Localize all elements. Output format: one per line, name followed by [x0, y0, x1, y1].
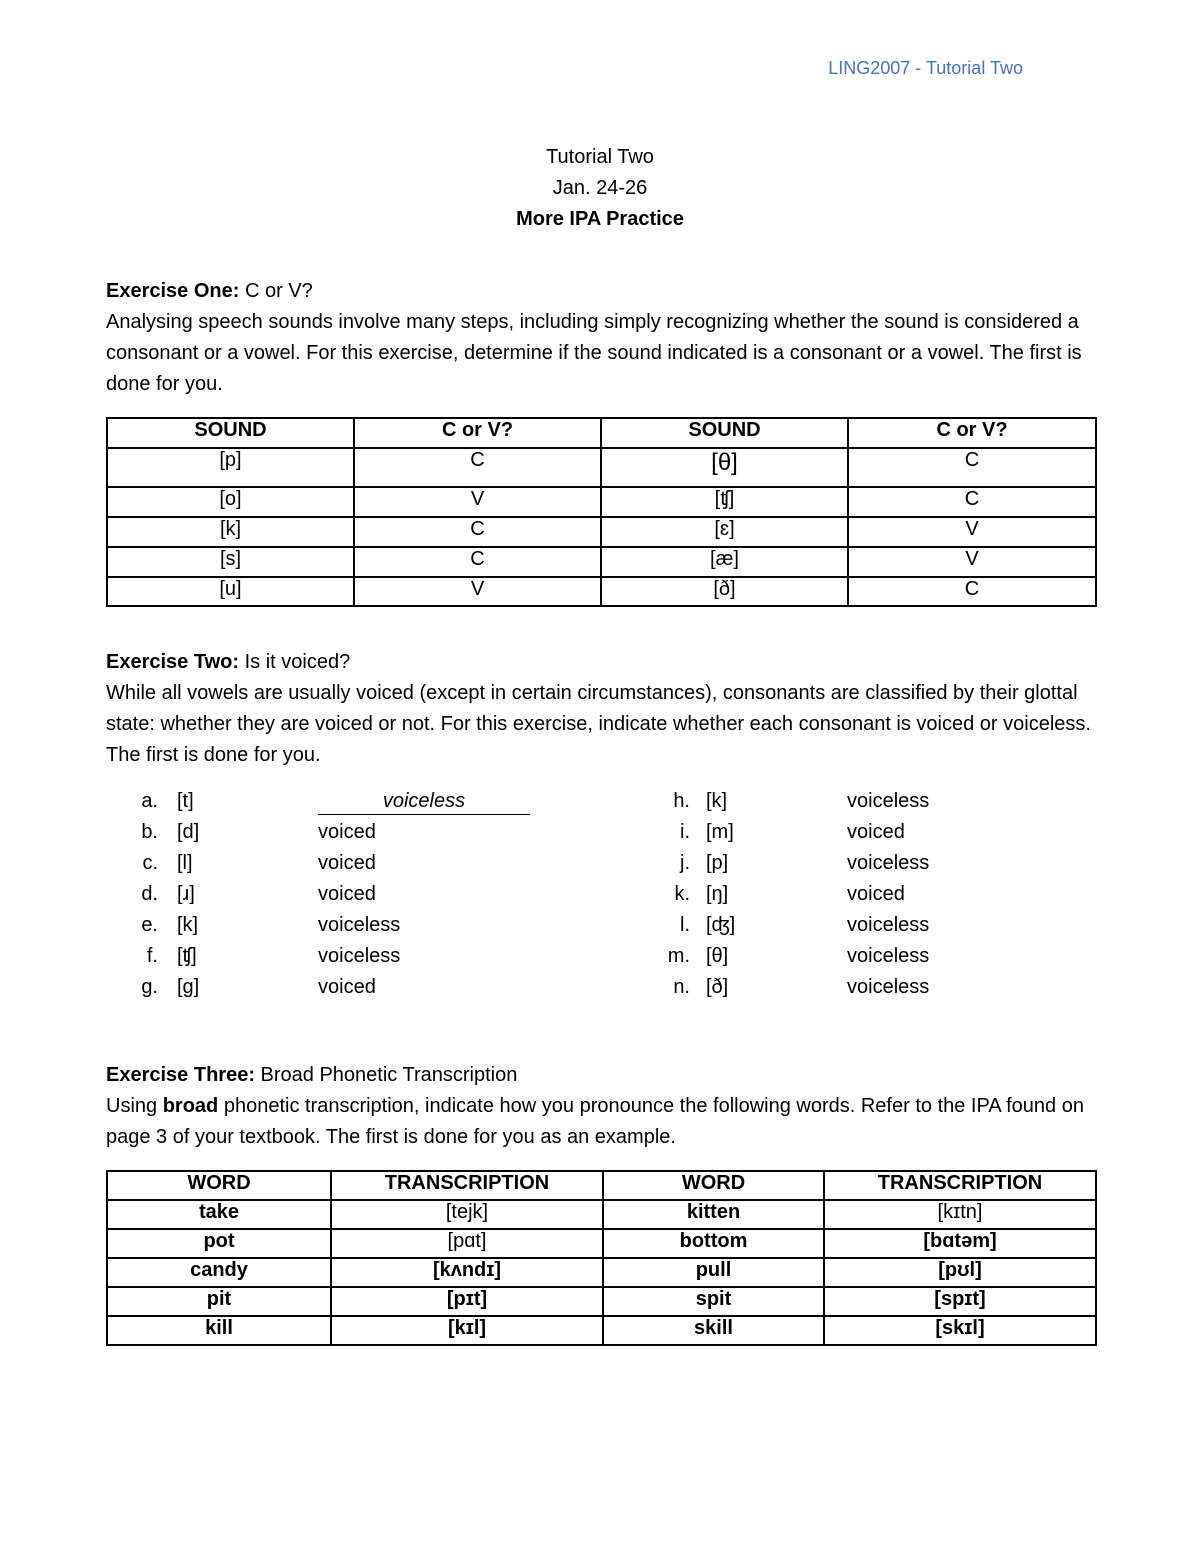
item-answer: voiceless — [318, 945, 401, 967]
word-cell: take — [107, 1200, 331, 1229]
table-row — [107, 1200, 1096, 1229]
exercise-three-label: Exercise Three: — [106, 1064, 255, 1086]
item-sound: [ɹ] — [177, 883, 195, 905]
sound-cell: [ʧ] — [601, 487, 848, 517]
word-cell: spit — [603, 1287, 824, 1316]
sound-classification-table — [106, 417, 1097, 607]
item-letter: g. — [141, 976, 158, 998]
column-header: SOUND — [601, 418, 848, 448]
item-sound: [k] — [706, 790, 728, 812]
table-row — [107, 577, 1096, 606]
item-answer: voiced — [847, 883, 905, 905]
column-header: SOUND — [107, 418, 354, 448]
exercise-three-heading — [106, 1060, 1096, 1091]
word-cell: candy — [107, 1258, 331, 1287]
item-letter: c. — [142, 852, 158, 874]
answer-cell: V — [354, 487, 601, 517]
word-cell: kitten — [603, 1200, 824, 1229]
table-row — [107, 1316, 1096, 1345]
item-answer: voiced — [847, 821, 905, 843]
answer-cell: C — [354, 517, 601, 547]
item-answer: voiceless — [847, 976, 930, 998]
item-letter: a. — [141, 790, 158, 812]
exercise-one-subtitle: C or V? — [239, 280, 313, 302]
exercise-two-section — [106, 647, 1096, 771]
item-letter: j. — [680, 852, 690, 874]
answer-cell: C — [848, 487, 1096, 517]
sound-cell: [o] — [107, 487, 354, 517]
item-letter: f. — [146, 945, 158, 967]
item-answer: voiced — [318, 883, 376, 905]
instructions-emphasis: broad — [162, 1095, 219, 1117]
item-sound: [ð] — [706, 976, 729, 998]
answer-cell: C — [848, 577, 1096, 606]
sound-cell: [p] — [107, 448, 354, 487]
item-letter: i. — [680, 821, 690, 843]
item-answer: voiced — [318, 821, 376, 843]
word-cell: pit — [107, 1287, 331, 1316]
answer-cell: C — [354, 448, 601, 487]
word-cell: pull — [603, 1258, 824, 1287]
item-answer: voiceless — [847, 945, 930, 967]
item-sound: [t] — [177, 790, 194, 812]
word-cell: kill — [107, 1316, 331, 1345]
exercise-three-section — [106, 1060, 1096, 1153]
answer-blank: voiceless — [318, 788, 530, 815]
title-block — [0, 142, 1200, 235]
column-header: TRANSCRIPTION — [331, 1171, 603, 1200]
tutorial-date: Jan. 24-26 — [552, 177, 648, 199]
answer-cell: V — [848, 517, 1096, 547]
tutorial-title: Tutorial Two — [546, 146, 654, 168]
table-header-row — [107, 1171, 1096, 1200]
word-cell: pot — [107, 1229, 331, 1258]
course-header: LING2007 - Tutorial Two — [828, 58, 1023, 78]
item-sound: [p] — [706, 852, 729, 874]
transcription-cell: [skɪl] — [824, 1316, 1096, 1345]
item-sound: [g] — [177, 976, 200, 998]
column-header: WORD — [603, 1171, 824, 1200]
table-row — [107, 1258, 1096, 1287]
table-row — [107, 487, 1096, 517]
transcription-cell: [spɪt] — [824, 1287, 1096, 1316]
transcription-cell: [pʊl] — [824, 1258, 1096, 1287]
sound-cell: [ð] — [601, 577, 848, 606]
exercise-one-instructions: Analysing speech sounds involve many steps, including simply recognizing whether the sound is considered a consonant or a vowel. For this exercise, determine if the sound indicated is a consonant or a vowel. The first is done for you. — [106, 311, 1082, 395]
exercise-two-label: Exercise Two: — [106, 651, 240, 673]
column-header: WORD — [107, 1171, 331, 1200]
answer-cell: C — [354, 547, 601, 577]
sound-cell: [u] — [107, 577, 354, 606]
table-row — [107, 547, 1096, 577]
exercise-one-label: Exercise One: — [106, 280, 240, 302]
exercise-three-subtitle: Broad Phonetic Transcription — [254, 1064, 518, 1086]
answer-cell: V — [848, 547, 1096, 577]
sound-cell: [ɛ] — [601, 517, 848, 547]
column-header: C or V? — [848, 418, 1096, 448]
item-sound: [ʧ] — [177, 945, 197, 967]
item-sound: [l] — [177, 852, 193, 874]
exercise-two-instructions: While all vowels are usually voiced (except in certain circumstances), consonants are classified by their glottal state: whether they are voiced or not. For this exercise, indicate whether each consonant is voiced or voiceless. The first is done for you. — [106, 682, 1091, 766]
answer-cell: C — [848, 448, 1096, 487]
column-header: C or V? — [354, 418, 601, 448]
exercise-one-heading — [106, 276, 1096, 307]
item-answer: voiced — [318, 852, 376, 874]
table-header-row — [107, 418, 1096, 448]
sound-cell: [s] — [107, 547, 354, 577]
item-sound: [k] — [177, 914, 199, 936]
exercise-one-section — [106, 276, 1096, 400]
item-answer: voiceless — [847, 790, 930, 812]
item-answer: voiceless — [847, 852, 930, 874]
item-letter: e. — [141, 914, 158, 936]
answer-cell: V — [354, 577, 601, 606]
transcription-table — [106, 1170, 1097, 1346]
word-cell: bottom — [603, 1229, 824, 1258]
table-row — [107, 517, 1096, 547]
transcription-cell: [kɪtn] — [824, 1200, 1096, 1229]
exercise-two-heading — [106, 647, 1096, 678]
instructions-text: phonetic transcription, indicate how you pronounce the following words. Refer to the IPA found on page 3 of your textbook. The first is done for you as an example. — [106, 1095, 1084, 1148]
sound-cell: [θ] — [601, 448, 848, 487]
item-answer: voiceless — [318, 914, 401, 936]
item-letter: n. — [673, 976, 690, 998]
table-row — [107, 1229, 1096, 1258]
item-letter: k. — [674, 883, 690, 905]
sound-cell: [k] — [107, 517, 354, 547]
table-row — [107, 448, 1096, 487]
tutorial-topic: More IPA Practice — [516, 208, 684, 230]
instructions-text: Using — [106, 1095, 163, 1117]
transcription-cell: [tejk] — [331, 1200, 603, 1229]
transcription-cell: [kɪl] — [331, 1316, 603, 1345]
table-row — [107, 1287, 1096, 1316]
item-sound: [d] — [177, 821, 200, 843]
sound-cell: [æ] — [601, 547, 848, 577]
word-cell: skill — [603, 1316, 824, 1345]
item-answer: voiceless — [847, 914, 930, 936]
item-answer: voiced — [318, 976, 376, 998]
column-header: TRANSCRIPTION — [824, 1171, 1096, 1200]
item-letter: m. — [667, 945, 690, 967]
item-sound: [θ] — [706, 945, 729, 967]
exercise-two-subtitle: Is it voiced? — [239, 651, 351, 673]
transcription-cell: [bɑtəm] — [824, 1229, 1096, 1258]
item-sound: [ʤ] — [706, 914, 736, 936]
exercise-three-instructions — [106, 1091, 1096, 1153]
item-letter: b. — [141, 821, 158, 843]
item-letter: l. — [680, 914, 690, 936]
item-letter: h. — [673, 790, 690, 812]
item-sound: [m] — [706, 821, 734, 843]
transcription-cell: [kʌndɪ] — [331, 1258, 603, 1287]
item-letter: d. — [141, 883, 158, 905]
transcription-cell: [pɑt] — [331, 1229, 603, 1258]
item-sound: [ŋ] — [706, 883, 729, 905]
transcription-cell: [pɪt] — [331, 1287, 603, 1316]
